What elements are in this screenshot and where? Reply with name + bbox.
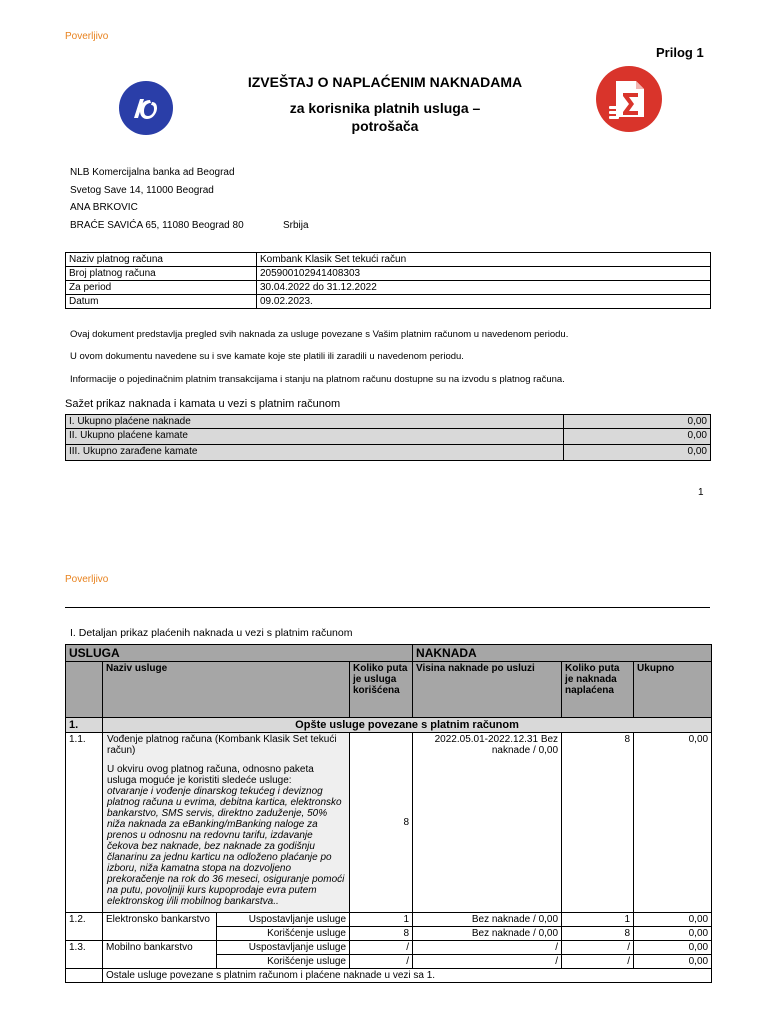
intro-paragraph-3: Informacije o pojedinačnim platnim transakcijama i stanju na platnom računu dostupne su na izvodu s platnog računa. bbox=[70, 374, 565, 385]
table-row bbox=[66, 645, 712, 662]
total-amount: 0,00 bbox=[634, 927, 712, 941]
info-label: Broj platnog računa bbox=[66, 267, 257, 281]
total-amount: 0,00 bbox=[634, 733, 712, 913]
info-value: 09.02.2023. bbox=[257, 295, 711, 309]
charged-count: / bbox=[562, 941, 634, 955]
table-row bbox=[66, 941, 712, 955]
info-value: 30.04.2022 do 31.12.2022 bbox=[257, 281, 711, 295]
info-value: Kombank Klasik Set tekući račun bbox=[257, 253, 711, 267]
charged-count: 8 bbox=[562, 733, 634, 913]
sub-service-label: Korišćenje usluge bbox=[217, 927, 350, 941]
row-number: 1.2. bbox=[66, 913, 103, 941]
report-subtitle-2: potrošača bbox=[351, 118, 419, 134]
charged-count: 8 bbox=[562, 927, 634, 941]
bank-name: NLB Komercijalna banka ad Beograd bbox=[70, 167, 235, 178]
table-row bbox=[66, 733, 712, 913]
service-name: Mobilno bankarstvo bbox=[103, 941, 217, 969]
sub-service-label: Uspostavljanje usluge bbox=[217, 913, 350, 927]
fee-amount: Bez naknade / 0,00 bbox=[413, 913, 562, 927]
section-number: 1. bbox=[66, 718, 103, 733]
table-row bbox=[66, 969, 712, 983]
table-row bbox=[66, 913, 712, 927]
usage-count: 1 bbox=[350, 913, 413, 927]
other-services-note: Ostale usluge povezane s platnim računom i plaćene naknade u vezi sa 1. bbox=[103, 969, 712, 983]
summary-value: 0,00 bbox=[564, 415, 711, 429]
report-subtitle: za korisnika platnih usluga – bbox=[289, 100, 481, 116]
col-koliko-naplacena: Koliko puta je naknada naplaćena bbox=[562, 662, 634, 718]
empty-header-cell bbox=[66, 662, 103, 718]
confidential-label-2: Poverljivo bbox=[65, 574, 109, 585]
row-number: 1.3. bbox=[66, 941, 103, 969]
section-title: Opšte usluge povezane s platnim računom bbox=[103, 718, 712, 733]
client-address: BRAĆE SAVIĆA 65, 11080 Beograd 80 bbox=[70, 220, 244, 231]
service-description bbox=[103, 733, 350, 913]
charged-count: 1 bbox=[562, 913, 634, 927]
total-amount: 0,00 bbox=[634, 913, 712, 927]
usage-count: 8 bbox=[350, 927, 413, 941]
fee-amount: / bbox=[413, 941, 562, 955]
table-row bbox=[66, 415, 711, 429]
summary-value: 0,00 bbox=[564, 445, 711, 461]
intro-paragraph-1: Ovaj dokument predstavlja pregled svih naknada za usluge povezane s Vašim platnim računom u navedenom periodu. bbox=[70, 329, 569, 340]
client-country: Srbija bbox=[283, 220, 309, 231]
service-desc-intro: U okviru ovog platnog računa, odnosno paketa usluga moguće je koristiti sledeće usluge: bbox=[107, 764, 314, 786]
summary-label: III. Ukupno zarađene kamate bbox=[66, 445, 564, 461]
bank-logo bbox=[119, 81, 173, 135]
table-row bbox=[66, 429, 711, 445]
total-amount: 0,00 bbox=[634, 955, 712, 969]
summary-table bbox=[65, 414, 711, 461]
col-visina: Visina naknade po usluzi bbox=[413, 662, 562, 718]
sub-service-label: Korišćenje usluge bbox=[217, 955, 350, 969]
fee-amount: Bez naknade / 0,00 bbox=[413, 927, 562, 941]
table-row bbox=[66, 253, 711, 267]
report-title: IZVEŠTAJ O NAPLAĆENIM NAKNADAMA bbox=[247, 74, 523, 90]
table-row bbox=[66, 295, 711, 309]
col-ukupno: Ukupno bbox=[634, 662, 712, 718]
total-amount: 0,00 bbox=[634, 941, 712, 955]
summary-label: II. Ukupno plaćene kamate bbox=[66, 429, 564, 445]
empty-cell bbox=[66, 969, 103, 983]
info-value: 205900102941408303 bbox=[257, 267, 711, 281]
info-label: Naziv platnog računa bbox=[66, 253, 257, 267]
summary-value: 0,00 bbox=[564, 429, 711, 445]
fees-detail-table bbox=[65, 644, 712, 983]
col-naziv: Naziv usluge bbox=[103, 662, 350, 718]
service-name: Vođenje platnog računa (Kombank Klasik Set tekući račun) bbox=[107, 734, 337, 756]
sub-service-label: Uspostavljanje usluge bbox=[217, 941, 350, 955]
account-info-table bbox=[65, 252, 711, 309]
table-row bbox=[66, 718, 712, 733]
usage-count: 8 bbox=[350, 733, 413, 913]
service-desc-items: otvaranje i vođenje dinarskog tekućeg i deviznog platnog računa u evrima, debitna kartica, elektronsko bankarstvo, SMS servis, direktno zaduženje, 50% niža naknada za eBanking/mBanking naloge za prenos u odnosnu na redovnu tarifu, izdavanje čekova bez naknade, bez naknade za godišnju članarinu za jednu karticu na odloženo plaćanje po izboru, niža kamatna stopa na dozvoljeno prekoračenje na rok do 36 meseci, osiguranje pomoći na putu, povoljniji kurs kupoprodaje evra putem elektronskog i/ili mobilnog bankarstva.. bbox=[107, 786, 345, 907]
row-number: 1.1. bbox=[66, 733, 103, 913]
attachment-label: Prilog 1 bbox=[656, 45, 704, 60]
col-koliko: Koliko puta je usluga korišćena bbox=[350, 662, 413, 718]
confidential-label: Poverljivo bbox=[65, 31, 109, 42]
table-row bbox=[66, 445, 711, 461]
summary-label: I. Ukupno plaćene naknade bbox=[66, 415, 564, 429]
fee-amount: 2022.05.01-2022.12.31 Bez naknade / 0,00 bbox=[413, 733, 562, 913]
usluga-header: USLUGA bbox=[66, 645, 413, 662]
detail-heading: I. Detaljan prikaz plaćenih naknada u vezi s platnim računom bbox=[70, 627, 353, 639]
info-label: Za period bbox=[66, 281, 257, 295]
usage-count: / bbox=[350, 941, 413, 955]
service-name: Elektronsko bankarstvo bbox=[103, 913, 217, 941]
table-row bbox=[66, 267, 711, 281]
client-name: ANA BRKOVIC bbox=[70, 202, 138, 213]
intro-paragraph-2: U ovom dokumentu navedene su i sve kamate koje ste platili ili zaradili u navedenom periodu. bbox=[70, 351, 464, 362]
summary-heading: Sažet prikaz naknada i kamata u vezi s platnim računom bbox=[65, 398, 341, 410]
table-row bbox=[66, 662, 712, 718]
sigma-document-icon bbox=[596, 66, 662, 132]
page-number: 1 bbox=[698, 487, 704, 498]
table-row bbox=[66, 281, 711, 295]
header-divider bbox=[65, 607, 710, 608]
fee-amount: / bbox=[413, 955, 562, 969]
usage-count: / bbox=[350, 955, 413, 969]
bank-address: Svetog Save 14, 11000 Beograd bbox=[70, 185, 214, 196]
charged-count: / bbox=[562, 955, 634, 969]
info-label: Datum bbox=[66, 295, 257, 309]
naknada-header: NAKNADA bbox=[413, 645, 712, 662]
